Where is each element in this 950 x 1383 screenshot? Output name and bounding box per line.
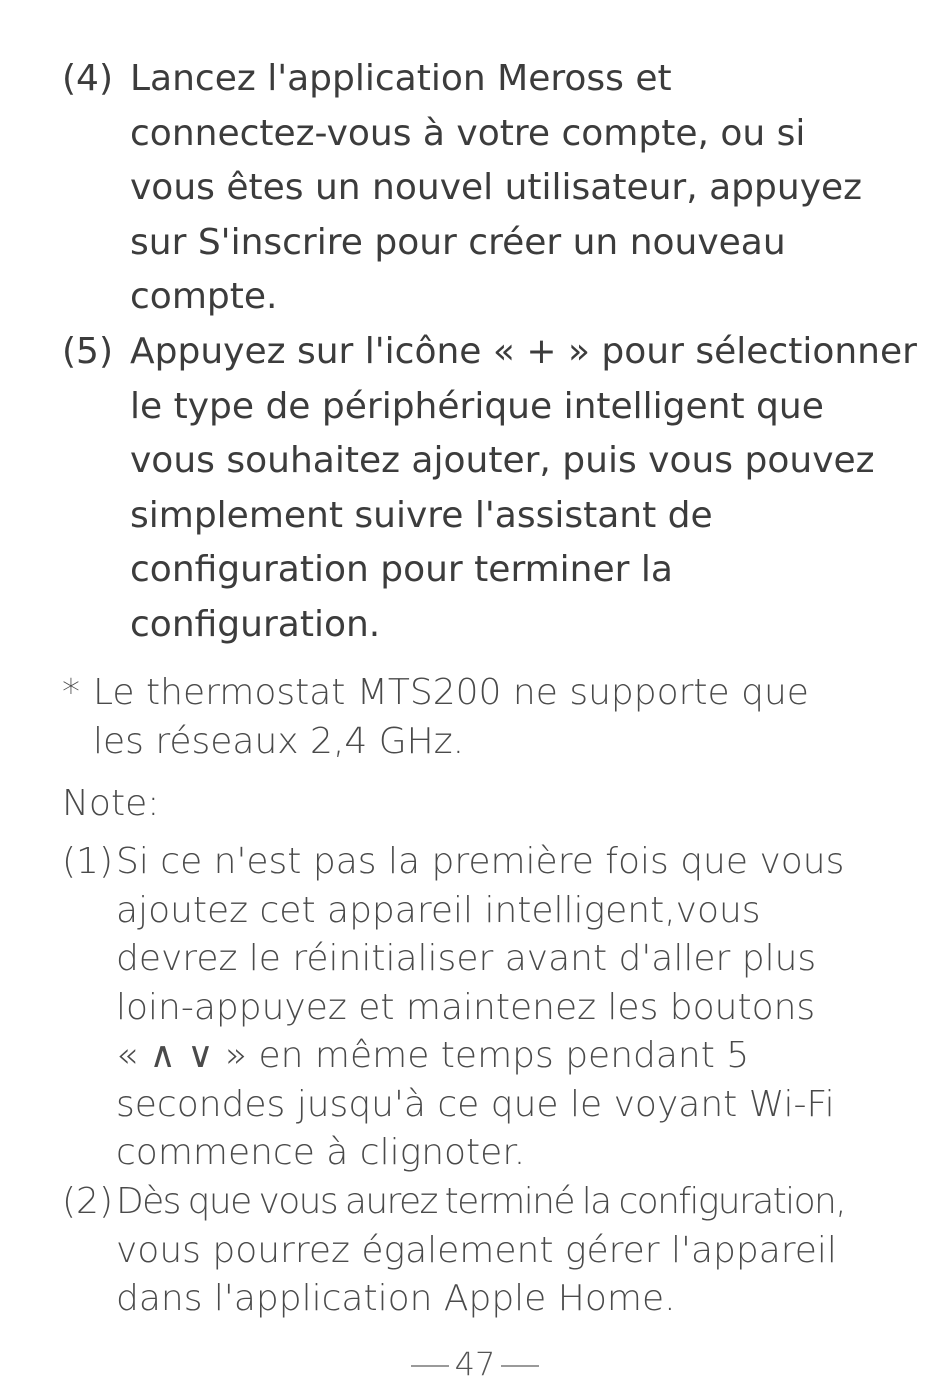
text-line: Le thermostat MTS200 ne supporte que [93,672,809,713]
text-line: ajoutez cet appareil intelligent,vous [116,889,761,931]
text-line: commence à clignoter. [116,1132,526,1173]
text-line: connectez-vous à votre compte, ou si [130,112,806,154]
text-line: vous souhaitez ajouter, puis vous pouvez [130,440,875,481]
footer-dash-left [411,1365,449,1367]
text-line: dans l'application Apple Home. [116,1278,676,1319]
text-line: Dès que vous aurez terminé la configuration, [116,1181,846,1222]
step-number: (5) [62,331,113,372]
text-line: « ∧ ∨ » en même temps pendant 5 [116,1035,750,1076]
step-5 [62,325,932,652]
note-item-text [116,838,922,1178]
note-item-2 [62,1178,922,1324]
text-line: le type de périphérique intelligent que [130,385,824,427]
text-line: vous pourrez également gérer l'appareil [116,1229,837,1271]
note-item-1 [62,838,922,1178]
compatibility-note [62,668,922,766]
footer-dash-right [501,1365,539,1367]
text-line: devrez le réinitialiser avant d'aller plus [116,938,817,979]
asterisk-marker: * [62,672,80,713]
step-4 [62,52,932,325]
step-number: (4) [62,58,113,99]
text-line: simplement suivre l'assistant de [130,494,713,536]
note-number: (2) [62,1181,113,1222]
step-text [130,325,932,652]
note-number: (1) [62,841,113,882]
text-line: configuration pour terminer la [130,549,673,590]
text-line: les réseaux 2,4 GHz. [93,721,465,762]
text-line: Lancez l'application Meross et [130,58,672,99]
text-line: Si ce n'est pas la première fois que vous [116,841,845,882]
text-line: secondes jusqu'à ce que le voyant Wi-Fi [116,1083,835,1125]
note-heading: Note: [62,783,160,824]
text-line: configuration. [130,603,381,645]
step-text [130,52,932,325]
text-line: Appuyez sur l'icône « + » pour sélectionner [130,331,917,372]
text-line: vous êtes un nouvel utilisateur, appuyez [130,167,863,208]
page-footer [0,1346,950,1382]
text-line: compte. [130,276,278,317]
note-item-text [116,1178,922,1324]
note-text [93,668,922,766]
text-line: sur S'inscrire pour créer un nouveau [130,221,786,263]
page-number: 47 [454,1345,496,1383]
text-line: loin-appuyez et maintenez les boutons [116,986,816,1028]
